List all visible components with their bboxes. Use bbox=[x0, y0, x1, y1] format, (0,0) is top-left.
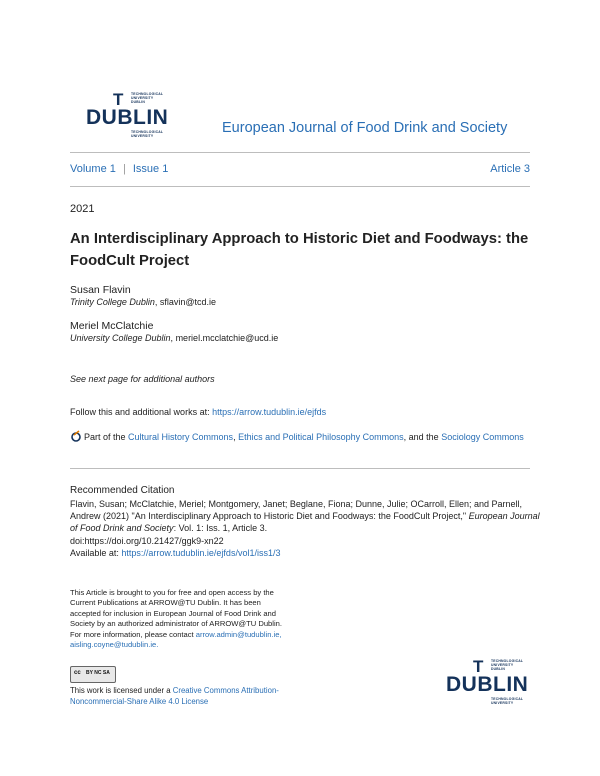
author-institution-2: University College Dublin bbox=[70, 333, 171, 343]
logo-letter-bottom: T bbox=[473, 657, 484, 676]
logo-line-4: TECHNOLOGICAL bbox=[131, 130, 164, 134]
article-title: An Interdisciplinary Approach to Historic Diet and Foodways: the FoodCult Project bbox=[70, 231, 529, 269]
follow-line bbox=[70, 407, 326, 417]
access-statement bbox=[70, 588, 285, 650]
author-email-2: meriel.mcclatchie@ucd.ie bbox=[175, 333, 279, 343]
logo-bottom-line-3: DUBLIN bbox=[491, 667, 506, 671]
divider-top bbox=[70, 152, 530, 153]
logo-line-3: DUBLIN bbox=[131, 100, 146, 104]
volume-link[interactable]: Volume 1 bbox=[70, 163, 116, 175]
access-text: This Article is brought to you for free and open access by the Current Publications at ARROW@TU Dublin. It has been accepted for inclusion in European Journal of Food Drink and Society by an authorized administrator of ARROW@TU Dublin. For more information, please contact bbox=[70, 588, 282, 639]
journal-title[interactable]: European Journal of Food Drink and Society bbox=[222, 120, 508, 136]
author-name-1: Susan Flavin bbox=[70, 284, 131, 296]
volume-issue bbox=[70, 163, 168, 175]
tu-dublin-logo-top bbox=[86, 91, 176, 141]
follow-prefix: Follow this and additional works at: bbox=[70, 407, 213, 417]
contact-email-2[interactable]: aisling.coyne@tudublin.ie. bbox=[70, 640, 159, 650]
logo-line-2: UNIVERSITY bbox=[131, 96, 154, 100]
citation-part-2: : Vol. 1: Iss. 1, Article 3. bbox=[173, 523, 268, 534]
ethics-link[interactable]: Ethics and Political Philosophy Commons bbox=[238, 432, 404, 442]
citation-text bbox=[70, 498, 540, 559]
author-name-2: Meriel McClatchie bbox=[70, 320, 154, 332]
logo-bottom-line-4: TECHNOLOGICAL bbox=[491, 697, 524, 701]
available-prefix: Available at: bbox=[70, 547, 122, 558]
logo-line-1: TECHNOLOGICAL bbox=[131, 92, 164, 96]
follow-link[interactable]: https://arrow.tudublin.ie/ejfds bbox=[212, 407, 327, 417]
license-line bbox=[70, 685, 330, 707]
citation-doi: doi:https://doi.org/10.21427/ggk9-xn22 bbox=[70, 535, 224, 546]
recommended-citation-heading: Recommended Citation bbox=[70, 485, 175, 496]
logo-letter: T bbox=[113, 90, 124, 109]
logo-bottom-line-5: UNIVERSITY bbox=[491, 701, 514, 705]
citation-journal: European Journal of Food Drink and Society bbox=[70, 511, 540, 534]
cc-badge-right: BY NC SA bbox=[86, 670, 110, 676]
publication-year: 2021 bbox=[70, 203, 95, 215]
part-of-sep-1: , bbox=[233, 432, 239, 442]
part-of-prefix: Part of the bbox=[84, 432, 129, 442]
logo-bottom-line-2: UNIVERSITY bbox=[491, 663, 514, 667]
part-of-sep-2: , and the bbox=[403, 432, 442, 442]
available-link[interactable]: https://arrow.tudublin.ie/ejfds/vol1/iss1/3 bbox=[121, 547, 281, 558]
license-link[interactable]: Creative Commons Attribution-Noncommercial-Share Alike 4.0 License bbox=[70, 686, 279, 706]
additional-authors-note: See next page for additional authors bbox=[70, 374, 215, 384]
article-link[interactable]: Article 3 bbox=[490, 163, 530, 175]
divider-meta bbox=[70, 186, 530, 187]
divider-mid bbox=[70, 468, 530, 469]
tu-dublin-logo-bottom bbox=[446, 658, 536, 708]
author-email-1: sflavin@tcd.ie bbox=[159, 297, 217, 307]
cc-badge-left: cc bbox=[74, 670, 81, 676]
open-access-icon bbox=[70, 430, 82, 442]
author-affiliation-2: University College Dublin, meriel.mcclatchie@ucd.ie bbox=[70, 333, 279, 343]
logo-word: DUBLIN bbox=[86, 106, 169, 129]
cultural-history-link[interactable]: Cultural History Commons bbox=[128, 432, 234, 442]
logo-word-bottom: DUBLIN bbox=[446, 673, 529, 696]
sociology-link[interactable]: Sociology Commons bbox=[441, 432, 524, 442]
cc-license-badge[interactable] bbox=[70, 666, 116, 683]
contact-email-1[interactable]: arrow.admin@tudublin.ie, bbox=[195, 629, 282, 639]
part-of-line bbox=[70, 429, 540, 445]
citation-part-1: Flavin, Susan; McClatchie, Meriel; Montgomery, Janet; Beglane, Fiona; Dunne, Julie; OCarroll, Ellen; and Parnell, Andrew (2021) "An Interdisciplinary Approach to Historic Diet and Foodways: the FoodCult Project," bbox=[70, 499, 523, 522]
author-institution-1: Trinity College Dublin bbox=[70, 297, 155, 307]
logo-bottom-line-1: TECHNOLOGICAL bbox=[491, 659, 524, 663]
license-prefix: This work is licensed under a bbox=[70, 686, 173, 695]
logo-line-5: UNIVERSITY bbox=[131, 134, 154, 138]
meta-separator: | bbox=[122, 163, 126, 175]
author-affiliation-1: Trinity College Dublin, sflavin@tcd.ie bbox=[70, 297, 217, 307]
issue-link[interactable]: Issue 1 bbox=[132, 163, 169, 175]
